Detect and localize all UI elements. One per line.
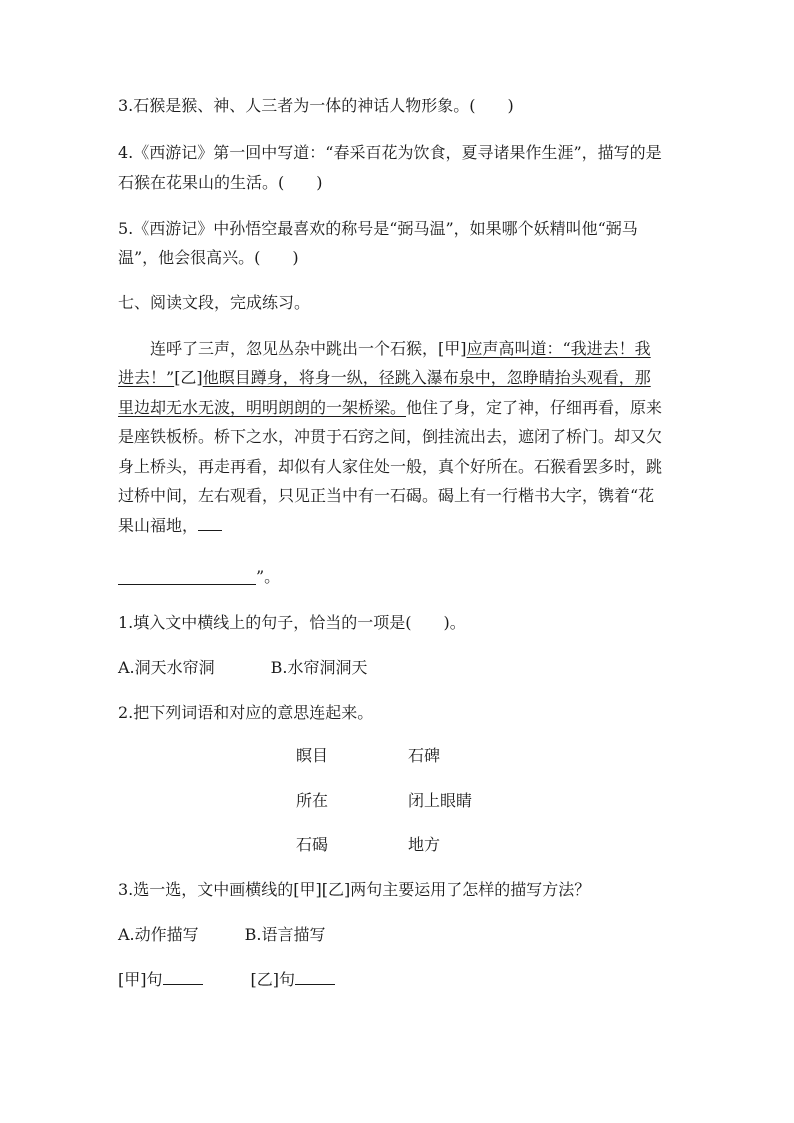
q3-options: [118, 924, 326, 946]
passage-line-1: [150, 338, 651, 360]
match-right-2[interactable]: 闭上眼睛: [408, 791, 473, 810]
passage-line-7: 果山福地，: [118, 515, 222, 537]
match-left-3[interactable]: 石碣: [296, 835, 329, 854]
tf-item-5-line2: 温”，他会很高兴。( ): [118, 248, 299, 267]
q3-option-a[interactable]: A.动作描写: [118, 925, 199, 944]
question-1: 1.填入文中横线上的句子，恰当的一项是( )。: [118, 613, 466, 632]
underlined-sentence-jia-end: 进去！”: [118, 368, 175, 387]
q1-options: [118, 657, 368, 679]
question-3: 3.选一选，文中画横线的[甲][乙]两句主要运用了怎样的描写方法？: [118, 880, 591, 899]
match-left-1[interactable]: 瞑目: [296, 746, 329, 765]
passage-line-8-end: ”。: [256, 567, 281, 586]
tf-item-3: 3.石猴是猴、神、人三者为一体的神话人物形象。( ): [118, 96, 514, 115]
q1-option-a[interactable]: A.洞天水帘洞: [118, 658, 215, 677]
passage-line-4: 是座铁板桥。桥下之水，冲贯于石窍之间，倒挂流出去，遮闭了桥门。却又欠: [118, 427, 663, 446]
section-title: 七、阅读文段，完成练习。: [118, 293, 311, 312]
answer-blank-jia[interactable]: [163, 970, 203, 985]
question-2: 2.把下列词语和对应的意思连起来。: [118, 703, 374, 722]
tf-item-4-line2: 石猴在花果山的生活。( ): [118, 173, 323, 192]
underlined-sentence-yi-end: 里边却无水无波，明明朗朗的一架桥梁。: [118, 398, 407, 417]
passage-line-2: [118, 367, 651, 389]
q3-option-b[interactable]: B.语言描写: [244, 925, 326, 944]
underlined-sentence-yi: 他瞑目蹲身，将身一纵，径跳入瀑布泉中，忽睁睛抬头观看，那: [202, 368, 651, 387]
passage-line-6: 过桥中间，左右观看，只见正当中有一石碣。碣上有一行楷书大字，镌着“花: [118, 486, 655, 505]
passage-text: 他住了身，定了神，仔细再看，原来: [406, 398, 663, 417]
passage-marker-yi: [乙]: [174, 368, 203, 387]
q3-answers: [118, 969, 335, 991]
q1-option-b[interactable]: B.水帘洞洞天: [270, 658, 368, 677]
match-right-1[interactable]: 石碑: [408, 746, 441, 765]
answer-label-yi: [乙]句: [250, 970, 295, 989]
tf-item-4-line1: 4.《西游记》第一回中写道：“春采百花为饮食，夏寻诸果作生涯”，描写的是: [118, 143, 662, 162]
passage-line-3: [118, 397, 662, 419]
fill-blank[interactable]: [198, 516, 222, 531]
passage-text: 连呼了三声，忽见丛杂中跳出一个石猴，[甲]: [150, 339, 467, 358]
answer-label-jia: [甲]句: [118, 970, 163, 989]
match-right-3[interactable]: 地方: [408, 835, 441, 854]
underlined-sentence-jia: 应声高叫道：“我进去！我: [466, 339, 651, 358]
tf-item-5-line1: 5.《西游记》中孙悟空最喜欢的称号是“弼马温”，如果哪个妖精叫他“弼马: [118, 219, 638, 238]
match-left-2[interactable]: 所在: [296, 791, 329, 810]
answer-blank-yi[interactable]: [295, 970, 335, 985]
passage-line-5: 身上桥头，再走再看，却似有人家住处一般，真个好所在。石猴看罢多时，跳: [118, 457, 663, 476]
fill-blank-long[interactable]: [118, 584, 256, 585]
